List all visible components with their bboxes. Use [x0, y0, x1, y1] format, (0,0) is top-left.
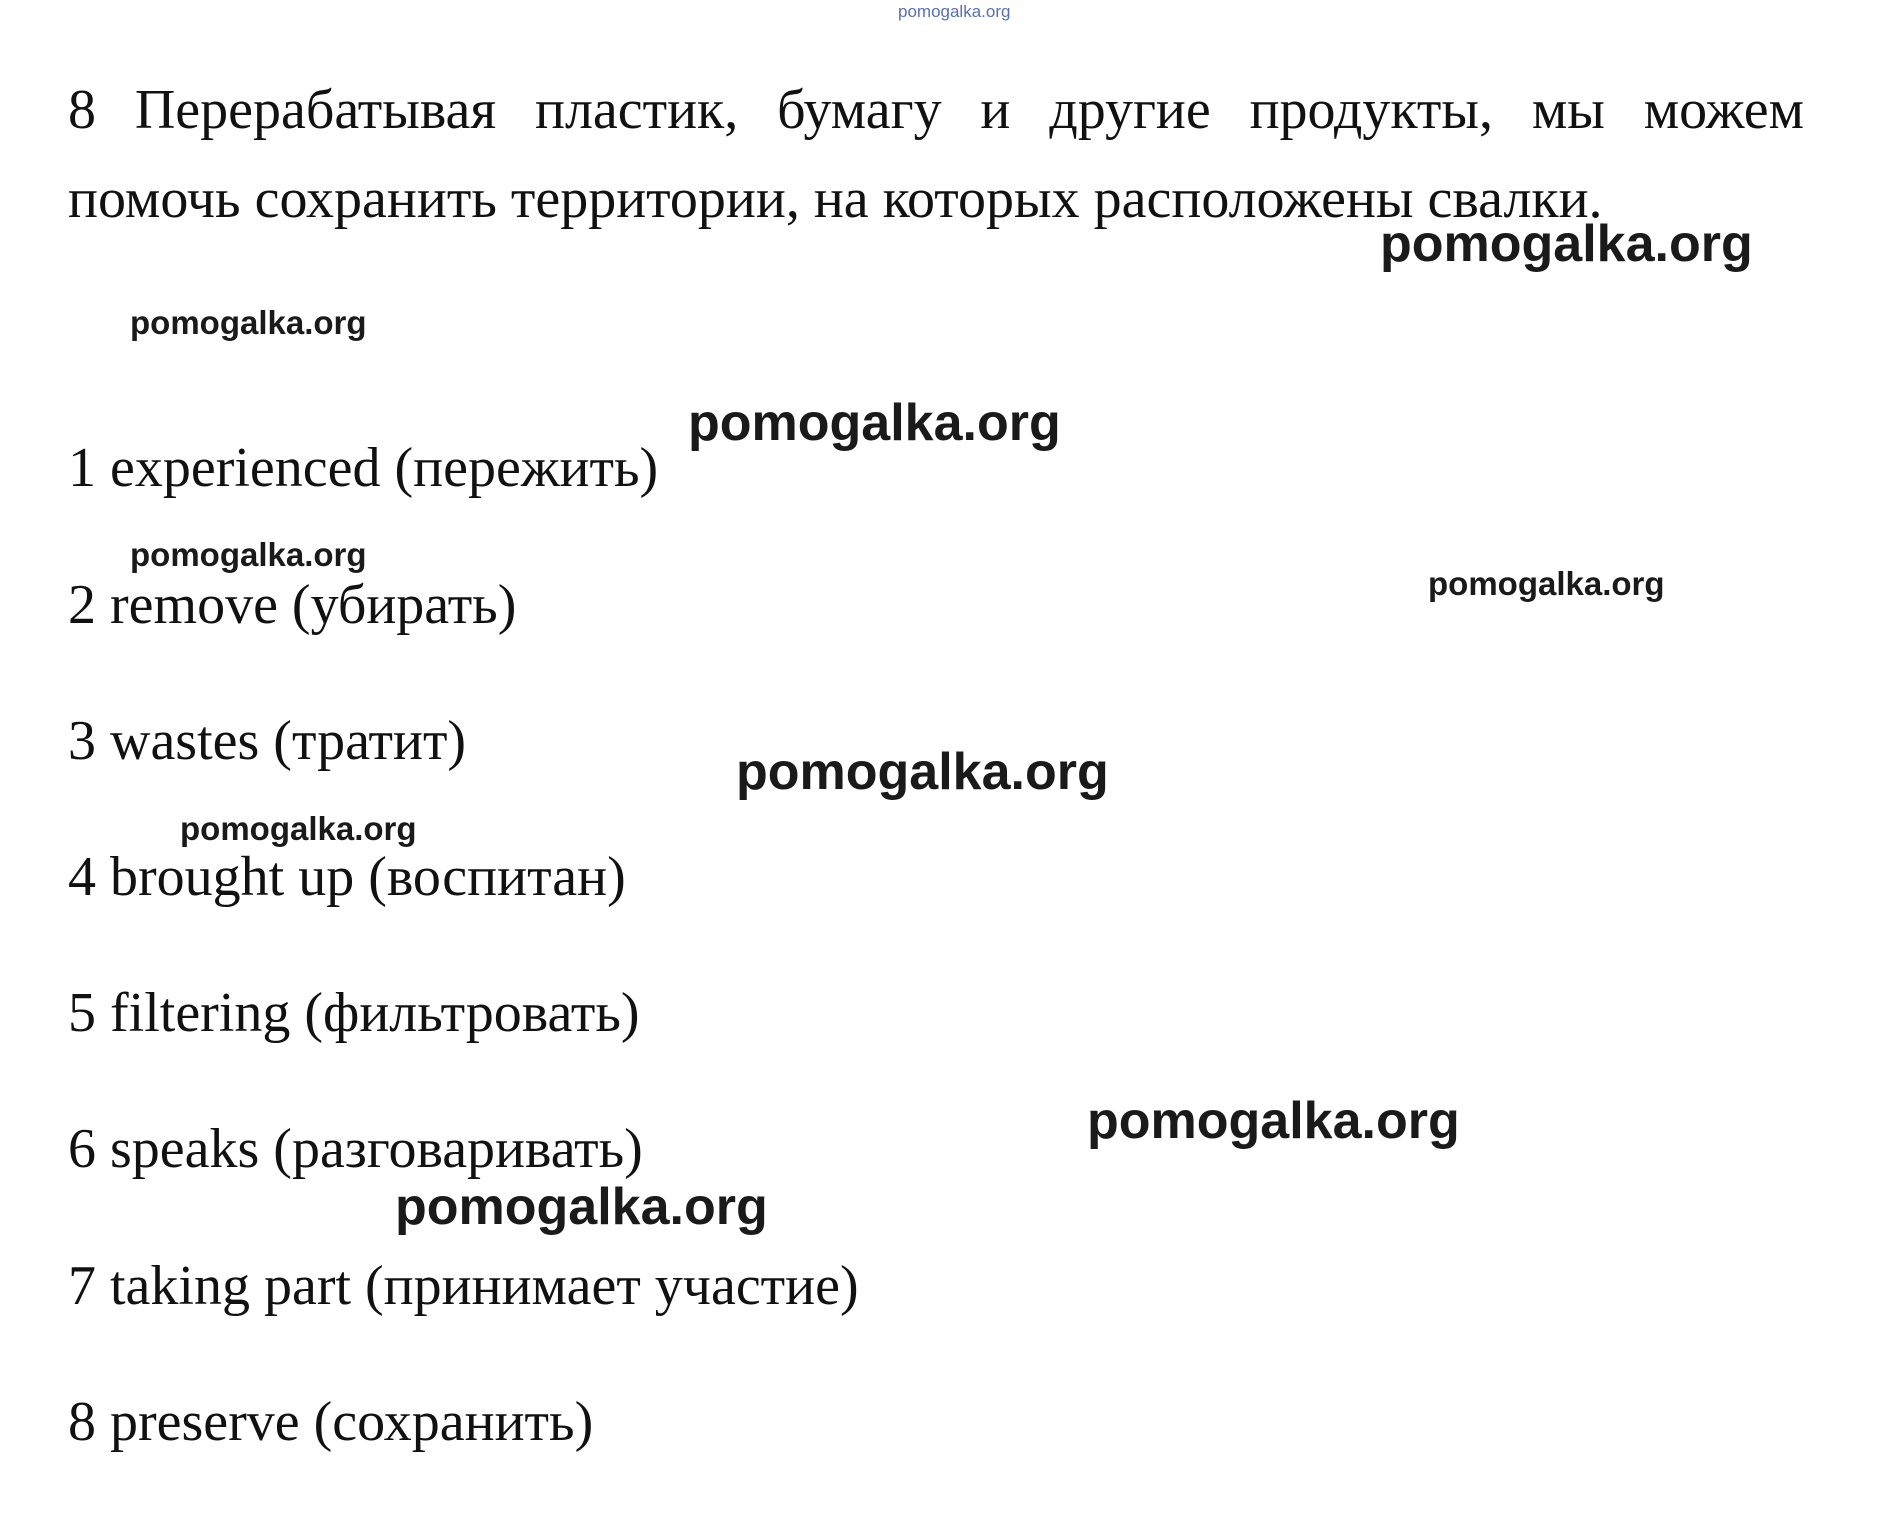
watermark-3: pomogalka.org — [688, 394, 1061, 452]
exercise-line-1: 8 Перерабатывая пластик, бумагу и другие продукты, мы можем — [68, 79, 1804, 141]
answer-8: 8 preserve (сохранить) — [68, 1391, 594, 1453]
answer-4: 4 brought up (воспитан) — [68, 846, 626, 908]
answer-5: 5 filtering (фильтровать) — [68, 982, 640, 1044]
watermark-7: pomogalka.org — [180, 810, 417, 847]
answer-2: 2 remove (убирать) — [68, 574, 517, 636]
watermark-9: pomogalka.org — [395, 1178, 768, 1236]
watermark-6: pomogalka.org — [736, 743, 1109, 801]
watermark-2: pomogalka.org — [130, 304, 367, 341]
watermark-1: pomogalka.org — [1380, 215, 1753, 273]
header-watermark: pomogalka.org — [898, 2, 1011, 21]
watermark-8: pomogalka.org — [1087, 1092, 1460, 1150]
answer-6: 6 speaks (разговаривать) — [68, 1118, 643, 1180]
watermark-4: pomogalka.org — [130, 536, 367, 573]
exercise-line-2: помочь сохранить территории, на которых расположены свалки. — [68, 168, 1603, 230]
answer-3: 3 wastes (тратит) — [68, 710, 467, 772]
answer-1: 1 experienced (пережить) — [68, 437, 659, 499]
watermark-5: pomogalka.org — [1428, 565, 1665, 602]
answer-7: 7 taking part (принимает участие) — [68, 1255, 859, 1317]
